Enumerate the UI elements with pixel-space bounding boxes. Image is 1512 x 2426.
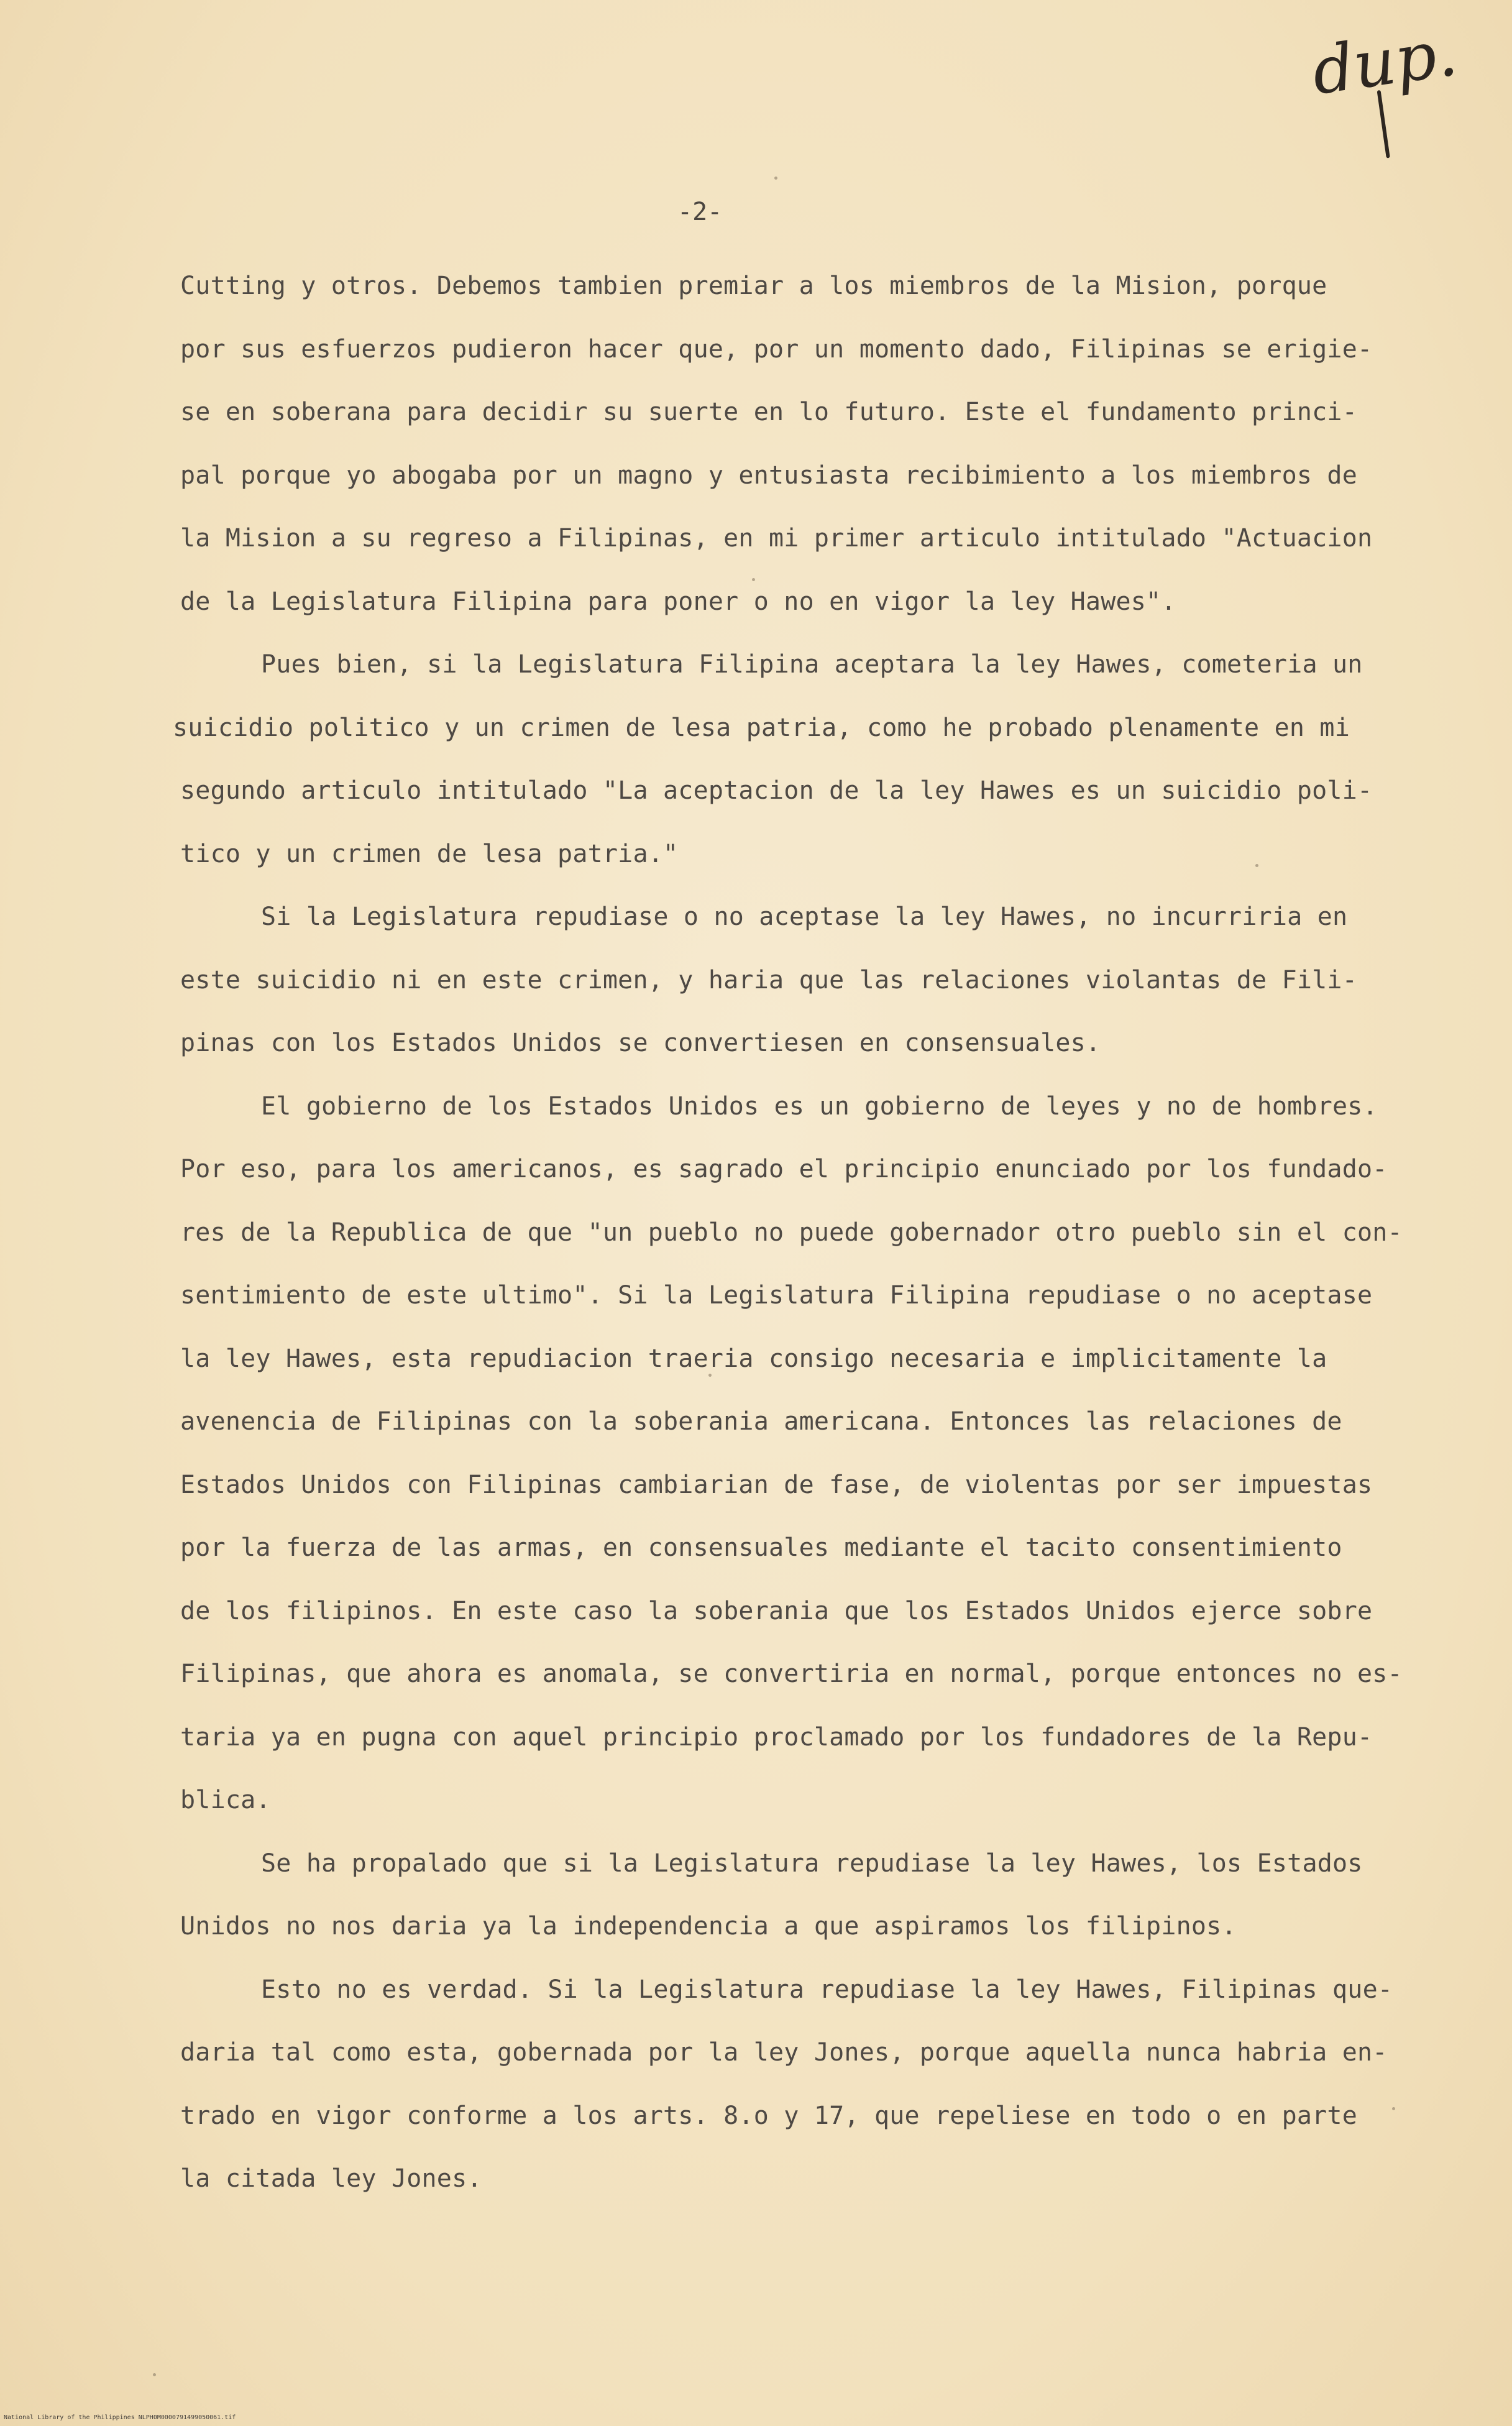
text-line: este suicidio ni en este crimen, y haria que las relaciones violantas de Fili-: [180, 965, 1357, 995]
handwritten-annotation: [1307, 14, 1462, 163]
text-line: daria tal como esta, gobernada por la ley Jones, porque aquella nunca habria en-: [180, 2038, 1388, 2067]
paper-speck: [774, 177, 777, 180]
paragraph-first-line: Esto no es verdad. Si la Legislatura repudiase la ley Hawes, Filipinas que-: [261, 1975, 1393, 2004]
archive-footer: National Library of the Philippines NLPH0M0000791499050061.tif: [4, 2414, 236, 2421]
text-line: res de la Republica de que "un pueblo no puede gobernador otro pueblo sin el con-: [180, 1218, 1403, 1247]
text-line: se en soberana para decidir su suerte en lo futuro. Este el fundamento princi-: [180, 398, 1357, 426]
text-line: trado en vigor conforme a los arts. 8.o y 17, que repeliese en todo o en parte: [180, 2101, 1357, 2130]
text-line: la ley Hawes, esta repudiacion traeria consigo necesaria e implicitamente la: [180, 1344, 1327, 1373]
text-line: por la fuerza de las armas, en consensuales mediante el tacito consentimiento: [180, 1533, 1342, 1562]
text-line: segundo articulo intitulado "La aceptacion de la ley Hawes es un suicidio poli-: [180, 776, 1373, 805]
text-line: Filipinas, que ahora es anomala, se convertiria en normal, porque entonces no es-: [180, 1660, 1403, 1688]
text-line: pal porque yo abogaba por un magno y entusiasta recibimiento a los miembros de: [180, 461, 1357, 490]
page-number: -2-: [677, 198, 723, 226]
text-line: de los filipinos. En este caso la soberania que los Estados Unidos ejerce sobre: [180, 1596, 1373, 1625]
text-line: pinas con los Estados Unidos se convertiesen en consensuales.: [180, 1029, 1101, 1057]
paragraph-first-line: Si la Legislatura repudiase o no aceptase la ley Hawes, no incurriria en: [261, 903, 1348, 931]
text-line: Unidos no nos daria ya la independencia a que aspiramos los filipinos.: [180, 1912, 1237, 1941]
paper-speck: [1255, 864, 1258, 867]
text-line: de la Legislatura Filipina para poner o no en vigor la ley Hawes".: [180, 587, 1176, 616]
text-line: taria ya en pugna con aquel principio proclamado por los fundadores de la Repu-: [180, 1722, 1373, 1752]
text-line: avenencia de Filipinas con la soberania americana. Entonces las relaciones de: [180, 1407, 1342, 1436]
text-line: tico y un crimen de lesa patria.": [180, 839, 679, 868]
paper-speck: [752, 578, 755, 581]
paragraph-first-line: El gobierno de los Estados Unidos es un gobierno de leyes y no de hombres.: [261, 1091, 1378, 1121]
text-line: Por eso, para los americanos, es sagrado el principio enunciado por los fundado-: [180, 1155, 1388, 1183]
text-line: por sus esfuerzos pudieron hacer que, por un momento dado, Filipinas se erigie-: [180, 334, 1373, 364]
text-line: sentimiento de este ultimo". Si la Legislatura Filipina repudiase o no aceptase: [180, 1281, 1373, 1310]
paragraph-first-line: Se ha propalado que si la Legislatura repudiase la ley Hawes, los Estados: [261, 1849, 1363, 1878]
text-line: Estados Unidos con Filipinas cambiarian de fase, de violentas por ser impuestas: [180, 1470, 1373, 1499]
paper-speck: [153, 2373, 156, 2376]
document-body: [173, 255, 1460, 2211]
text-line: la citada ley Jones.: [180, 2164, 482, 2193]
paper-speck: [1392, 2107, 1395, 2110]
paper-speck: [708, 1374, 712, 1377]
text-line: Cutting y otros. Debemos tambien premiar a los miembros de la Mision, porque: [180, 272, 1327, 300]
paragraph-first-line: Pues bien, si la Legislatura Filipina aceptara la ley Hawes, cometeria un: [261, 650, 1363, 679]
annotation-text: dup.: [1307, 14, 1462, 110]
text-line: suicidio politico y un crimen de lesa patria, como he probado plenamente en mi: [173, 713, 1350, 742]
text-line: la Mision a su regreso a Filipinas, en mi primer articulo intitulado "Actuacion: [180, 524, 1373, 553]
text-line: blica.: [180, 1786, 271, 1814]
